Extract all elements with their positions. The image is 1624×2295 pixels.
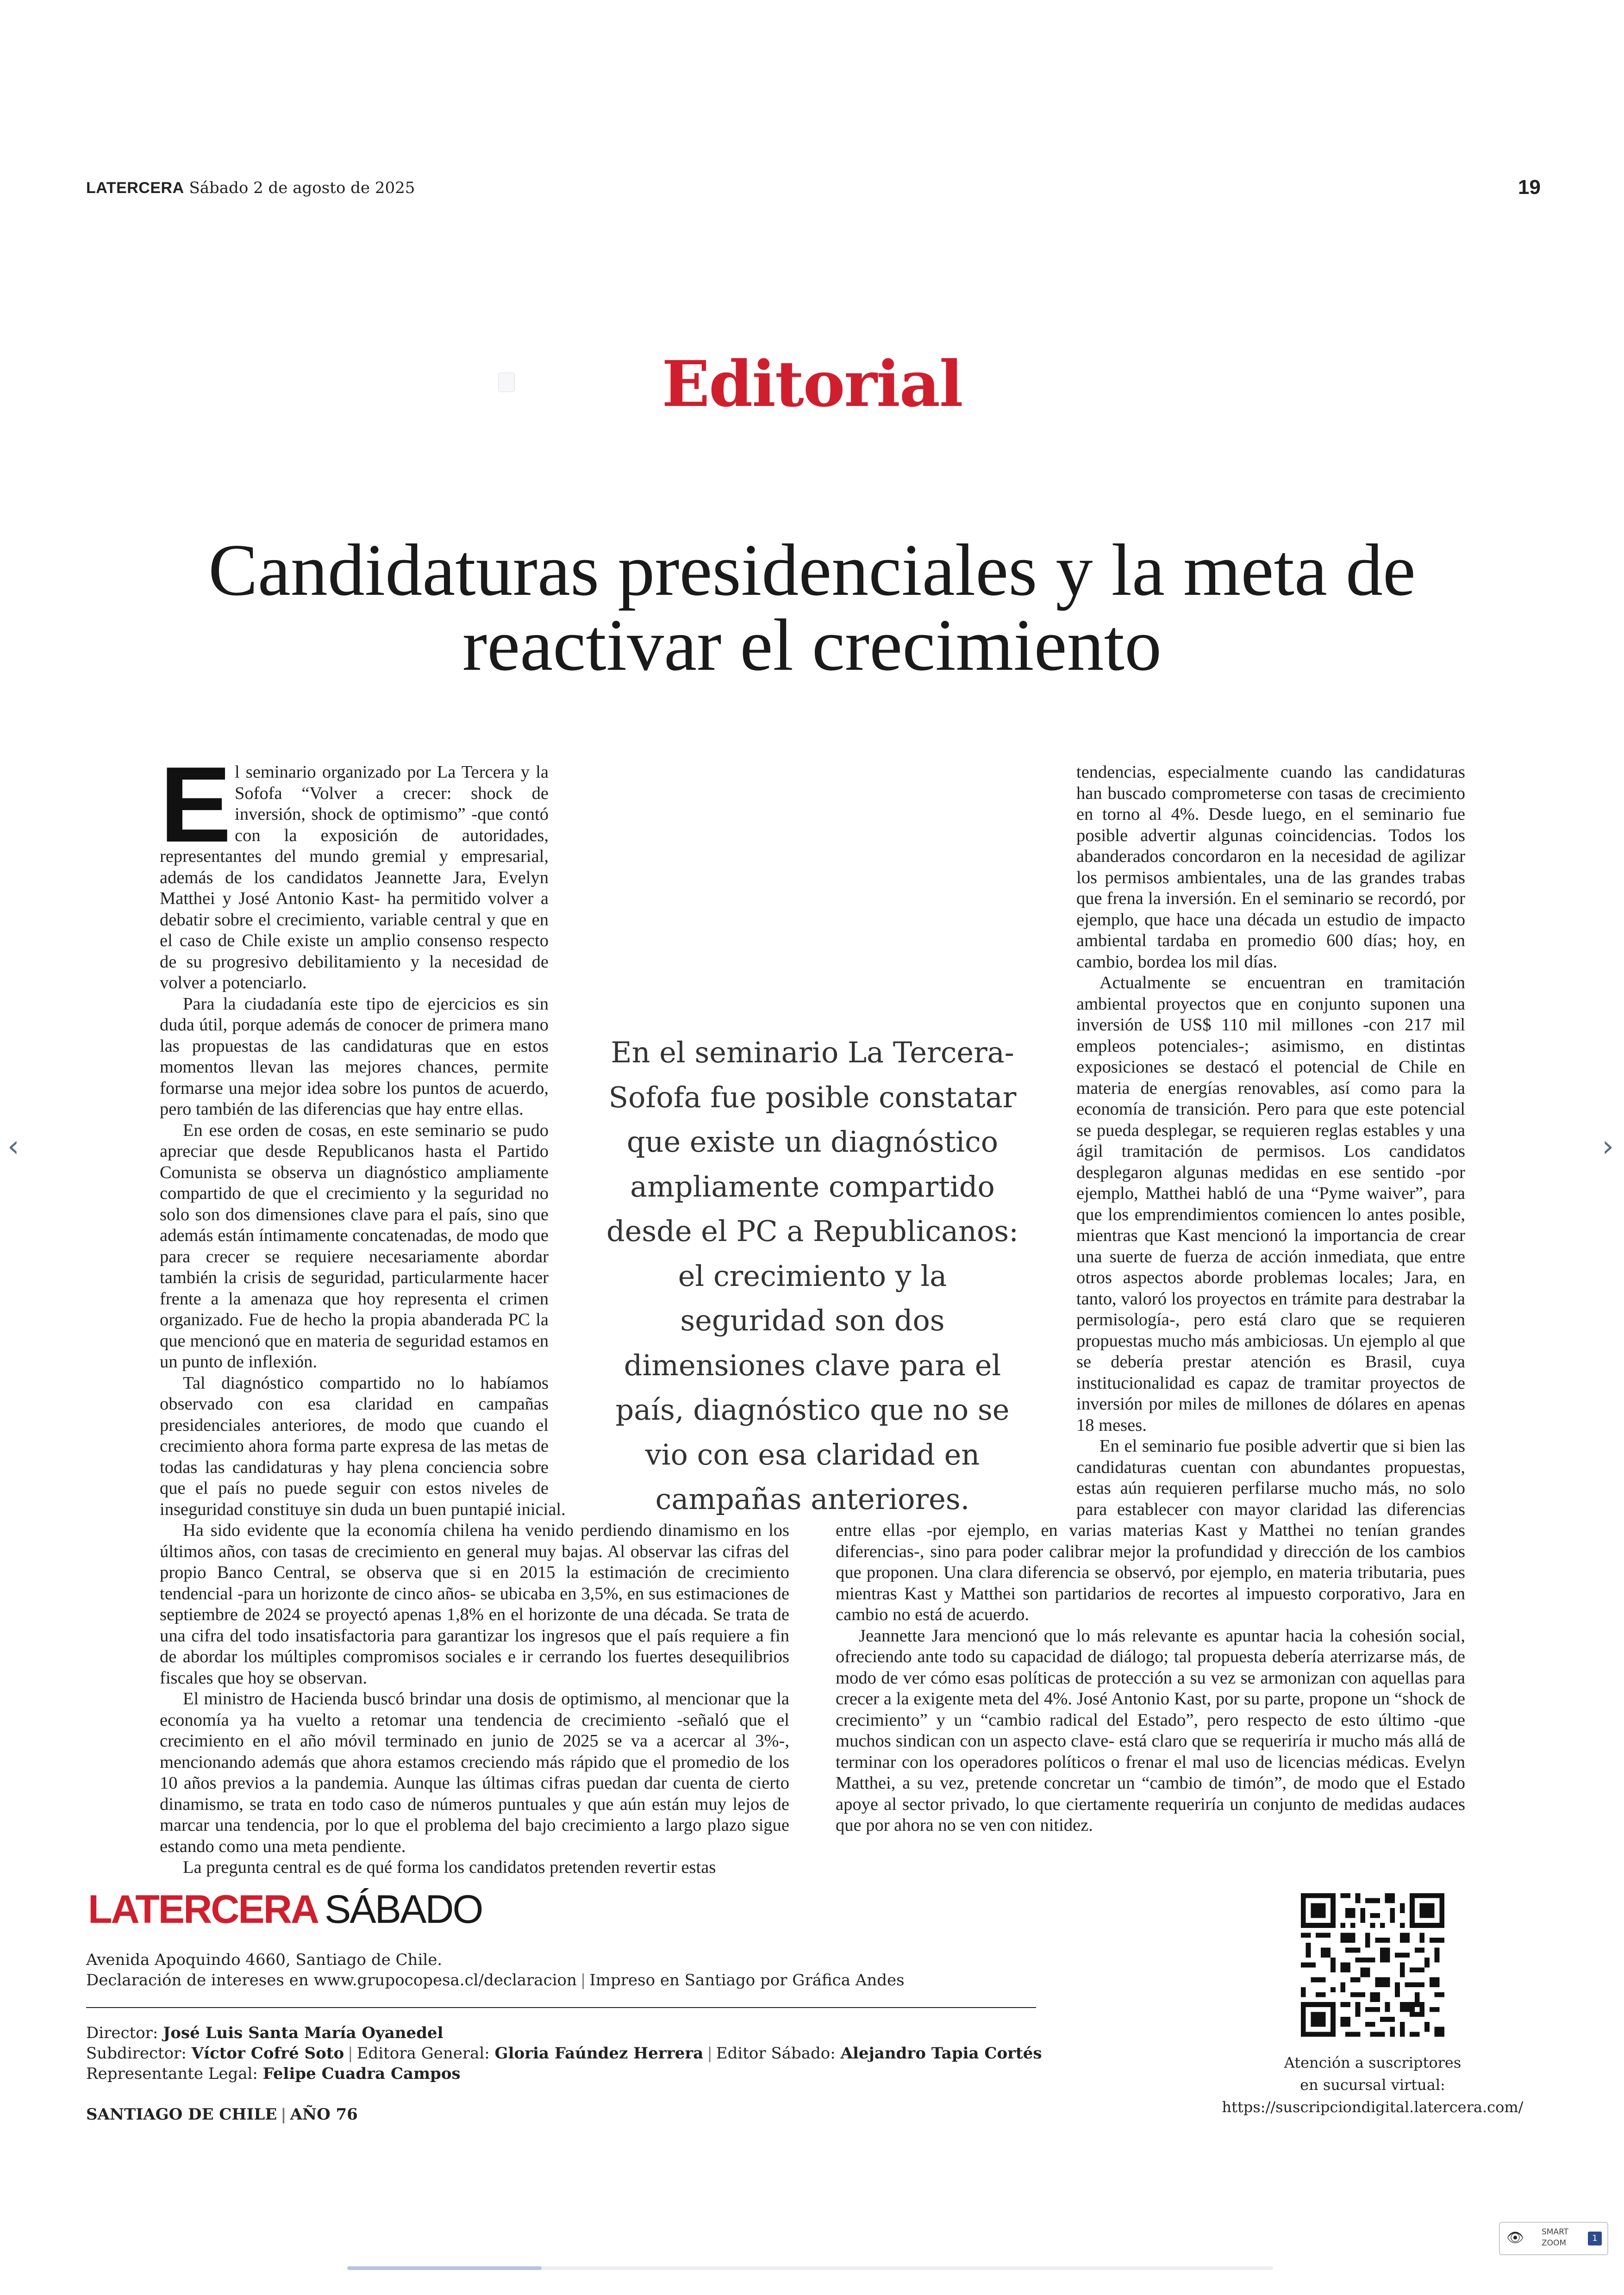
footer-brand xyxy=(88,1887,482,1933)
year: AÑO 76 xyxy=(290,2105,358,2124)
paragraph: Actualmente se encuentran en tramitación ambiental proyectos que en conjunto suponen una inversión de US$ 110 mil millones -con 217 mil empleos potenciales-; asimismo, en distintas exposiciones se destacó el potencial de Chile en materia de energías renovables, así como para la economía de transición. Pero para que este potencial se pueda desplegar, se requieren reglas estables y una ágil tramitación de permisos. Los candidatos desplegaron algunas medidas en ese sentido -por ejemplo, Matthei habló de una “Pyme waiver”, para que los emprendimientos comiencen lo antes posible, mientras que Kast mencionó la importancia de crear una suerte de fuerza de acción inmediata, que entre otros aspectos aborde problemas locales; Jara, en tanto, valoró los proyectos en trámite para destrabar la permisología-, pero está claro que se requieren propuestas mucho más ambiciosas. Un ejemplo al que se debería prestar atención es Brasil, cuya institucionalidad es capaz de tramitar proyectos de inversión por miles de millones de dólares en apenas 18 meses. xyxy=(1076,973,1465,1435)
subdirector-label: Subdirector: xyxy=(86,2044,187,2063)
footer-declaration: Declaración de intereses en www.grupocopesa.cl/declaracion xyxy=(86,1971,577,1989)
paragraph: Para la ciudadanía este tipo de ejercicios es sin duda útil, porque además de conocer de primera mano las propuestas de las candidaturas que en estos momentos llevan las mejores chances, permite formarse una mejor idea sobre los puntos de acuerdo, pero también de las diferencias que hay entre ellas. xyxy=(160,994,549,1119)
footer-address: Avenida Apoquindo 4660, Santiago de Chile. xyxy=(86,1951,443,1969)
subscribers-info xyxy=(1185,2052,1560,2118)
header-date: Sábado 2 de agosto de 2025 xyxy=(189,179,415,197)
section-title: Editorial xyxy=(662,347,962,421)
paragraph: El ministro de Hacienda buscó brindar una dosis de optimismo, al mencionar que la economía ya ha vuelto a retomar una tendencia de crecimiento -señaló que el crecimiento en el año móvil terminado en junio de 2025 se va a acercar al 3%-, mencionando además que ahora estamos creciendo más rápido que el promedio de los 10 años previos a la pandemia. Aunque las últimas cifras puedan dar cuenta de cierto dinamismo, se trata en todo caso de números puntuales y que aún están muy lejos de marcar una tendencia, por lo que el problema del bajo crecimiento a largo plazo sigue estando como una meta pendiente. xyxy=(160,1689,789,1856)
footer-divider xyxy=(86,2007,1036,2008)
drop-cap: E xyxy=(160,745,231,865)
paragraph: tendencias, especialmente cuando las candidaturas han buscado comprometerse con tasas de crecimiento en torno al 4%. Desde luego, en el seminario fue posible advertir algunas coincidencias. Todos los abanderados concordaron en la necesidad de agilizar los permisos ambientales, una de las grandes trabas que frena la inversión. En el seminario se recordó, por ejemplo, que hace una década un estudio de impacto ambiental tardaba en promedio 600 días; hoy, en cambio, bordea los mil días. xyxy=(1076,762,1465,972)
city: SANTIAGO DE CHILE xyxy=(86,2105,277,2124)
paragraph: La pregunta central es de qué forma los candidatos pretenden revertir estas xyxy=(183,1858,716,1877)
paragraph: Tal diagnóstico compartido no lo habíamos observado con esa claridad en campañas presidenciales anteriores, de modo que cuando el crecimiento ahora forma parte expresa de las metas de todas las candidaturas y hay plena conciencia sobre que el país no puede seguir con estos niveles de inseguridad constituye sin duda un buen puntapié inicial. xyxy=(160,1373,566,1519)
footer-brand-red: LATERCERA xyxy=(88,1887,318,1932)
pull-quote: En el seminario La Tercera-Sofofa fue posible constatar que existe un diagnóstico ampliamente compartido desde el PC a Republicanos: el crecimiento y la seguridad son dos dimensiones clave para el país, diagnóstico que no se vio con esa claridad en campañas anteriores. xyxy=(606,1035,1019,1516)
smart-zoom-label-line: ZOOM xyxy=(1542,2239,1567,2248)
subscribers-line: en sucursal virtual: xyxy=(1300,2076,1445,2094)
paragraph: En el seminario fue posible advertir que si bien las candidaturas cuentan con abundantes propuestas, estas aún requieren perfilarse mucho más, no solo para establecer con mayor claridad las diferencias entre ellas -por ejemplo, en varias materias Kast y Matthei no tenían grandes diferencias-, sino para poder calibrar mejor la profundidad y dirección de los cambios que proponen. Una clara diferencia se observó, por ejemplo, en materia tributaria, pues mientras Kast y Matthei son partidarios de recortes al impuesto corporativo, Jara en cambio no está de acuerdo. xyxy=(836,1436,1465,1624)
legal-label: Representante Legal: xyxy=(86,2064,258,2083)
general-editor-label: Editora General: xyxy=(356,2044,490,2063)
footer-city-year: SANTIAGO DE CHILE | AÑO 76 xyxy=(86,2105,358,2124)
zoom-badge: 1 xyxy=(1588,2232,1602,2245)
saturday-editor-label: Editor Sábado: xyxy=(716,2044,836,2063)
page-header xyxy=(86,179,415,197)
subscribers-line: Atención a suscriptores xyxy=(1284,2054,1462,2071)
director-label: Director: xyxy=(86,2024,158,2042)
header-brand: LATERCERA xyxy=(86,179,184,197)
footer-director-line xyxy=(86,2023,443,2043)
footer-declaration-line: Declaración de intereses en www.grupocopesa.cl/declaracion | Impreso en Santiago por Gráfica Andes xyxy=(86,1971,905,1989)
smart-zoom-button[interactable] xyxy=(1499,2222,1608,2255)
page-number: 19 xyxy=(1518,176,1541,199)
article-title: Candidaturas presidenciales y la meta de reactivar el crecimiento xyxy=(208,529,1416,686)
footer-brand-edition: SÁBADO xyxy=(324,1887,482,1932)
qr-code-icon xyxy=(1301,1893,1444,2037)
legal-name: Felipe Cuadra Campos xyxy=(262,2064,461,2083)
smart-zoom-label-line: SMART xyxy=(1542,2227,1569,2237)
smart-zoom-label xyxy=(1542,2226,1568,2249)
chevron-right-icon[interactable]: › xyxy=(1602,1129,1614,1164)
paragraph: Ha sido evidente que la economía chilena ha venido perdiendo dinamismo en los últimos años, con tasas de crecimiento en general muy bajas. Al observar las cifras del propio Banco Central, se observa que si en 2015 la estimación de crecimiento tendencial -para un horizonte de cinco años- se ubicaba en 3,5%, en sus estimaciones de septiembre de 2024 se proyectó apenas 1,8% en el horizonte de una década. Se trata de una cifra del todo insatisfactoria para garantizar los ingresos que el país requiere a fin de abordar los múltiples compromisos sociales e ir cerrando los fuertes desequilibrios fiscales que hoy se observan. xyxy=(160,1521,789,1688)
subscribers-link[interactable]: https://suscripciondigital.latercera.com/ xyxy=(1222,2098,1524,2116)
general-editor-name: Gloria Faúndez Herrera xyxy=(494,2044,704,2063)
footer-legal-line xyxy=(86,2064,461,2084)
director-name: José Luis Santa María Oyanedel xyxy=(163,2024,443,2042)
subdirector-name: Víctor Cofré Soto xyxy=(191,2044,344,2063)
paragraph: En ese orden de cosas, en este seminario se pudo apreciar que desde Republicanos hasta el Partido Comunista se observa un diagnóstico ampliamente compartido de que el crecimiento y la seguridad no solo son dos dimensiones clave para el país, sino que además están íntimamente concatenadas, de modo que para crecer se requiere necesariamente abordar también la crisis de seguridad, particularmente hacer frente a la amenaza que hoy representa el crimen organizado. Fue de hecho la propia abanderada PC la que mencionó que en materia de seguridad estamos en un punto de inflexión. xyxy=(160,1120,549,1372)
paragraph: Jeannette Jara mencionó que lo más relevante es apuntar hacia la cohesión social, ofreciendo ante todo su capacidad de diálogo; tal propuesta debería aterrizarse más, de modo de ver cómo esas políticas de protección a su vez se armonizan con aquellas para crecer a la exigente meta del 4%. José Antonio Kast, por su parte, propone un “shock de crecimiento” y un “cambio radical del Estado”, pero respecto de esto último -que muchos sindican con un aspecto clave- está claro que se requeriría ir mucho más allá de terminar con los operadores políticos o frenar el mal uso de licencias médicas. Evelyn Matthei, a su vez, pretende concretar un “cambio de timón”, de modo que el Estado apoye al sector privado, lo que ciertamente requeriría un conjunto de medidas audaces que por ahora no se ven con nitidez. xyxy=(836,1626,1465,1835)
page-progress-fill xyxy=(347,2266,542,2270)
eye-icon: 👁 xyxy=(1506,2230,1524,2246)
saturday-editor-name: Alejandro Tapia Cortés xyxy=(840,2044,1042,2063)
chevron-left-icon[interactable]: ‹ xyxy=(7,1129,19,1164)
paragraph: l seminario organizado por La Tercera y la Sofofa “Volver a crecer: shock de inversión, shock de optimismo” -que contó con la exposición de autoridades, representantes del mundo gremial y empresarial, además de los candidatos Jeannette Jara, Evelyn Matthei y José Antonio Kast- ha permitido volver a debatir sobre el crecimiento, variable central y que en el caso de Chile existe un amplio consenso respecto de su progresivo debilitamiento y la necesidad de volver a potenciarlo. xyxy=(160,762,549,992)
footer-printed: Impreso en Santiago por Gráfica Andes xyxy=(589,1971,905,1989)
footer-editors-line: Subdirector: Víctor Cofré Soto | Editora General: Gloria Faúndez Herrera | Editor Sábado: Alejandro Tapia Cortés xyxy=(86,2044,1042,2063)
